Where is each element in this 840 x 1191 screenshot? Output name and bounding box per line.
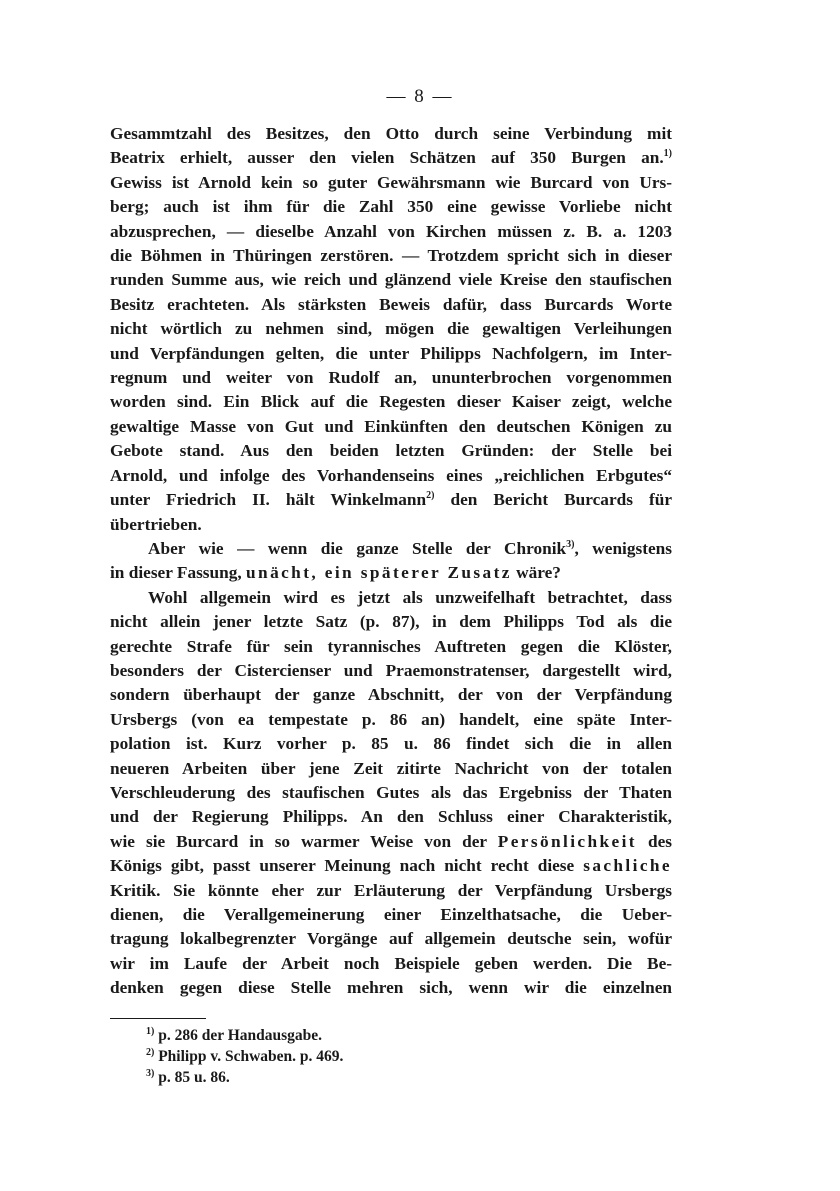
text-line: sondern überhaupt der ganze Abschnitt, der von der Verpfändung [110, 685, 672, 705]
page-number: — 8 — [386, 86, 454, 107]
text-line: und der Regierung Philipps. An den Schluss einer Charakteristik, [110, 807, 672, 827]
footnote-ref: 2) [426, 490, 435, 502]
footnote-mark: 1) [146, 1025, 155, 1037]
footnote: $^{3)}$ p. 85 u. 86. [146, 1067, 230, 1086]
text-line: wir im Laufe der Arbeit noch Beispiele geben werden. Die Be- [110, 953, 672, 973]
text-line: berg; auch ist ihm für die Zahl 350 eine gewisse Vorliebe nicht [110, 197, 672, 217]
text-line: unter Friedrich II. hält Winkelmann$^{2)}$ den Bericht Burcards für [110, 490, 672, 510]
text-line: Königs gibt, passt unserer Meinung nach nicht recht diese sachliche [110, 856, 672, 876]
footnote-ref: 1) [663, 148, 672, 160]
text-line: Gebote stand. Aus den beiden letzten Gründen: der Stelle bei [110, 441, 672, 461]
text-line: Besitz erachteten. Als stärksten Beweis dafür, dass Burcards Worte [110, 294, 672, 314]
text-line: und Verpfändungen gelten, die unter Philipps Nachfolgern, im Inter- [110, 343, 672, 363]
text-line: die Böhmen in Thüringen zerstören. — Trotzdem spricht sich in dieser [110, 246, 672, 266]
text-line: Arnold, und infolge des Vorhandenseins eines „reichlichen Erbgutes“ [110, 465, 672, 485]
text-line: gewaltige Masse von Gut und Einkünften den deutschen Königen zu [110, 416, 672, 436]
text-line: denken gegen diese Stelle mehren sich, wenn wir die einzelnen [110, 978, 672, 998]
footnote-mark: 3) [146, 1067, 155, 1079]
text-line: Ursbergs (von ea tempestate p. 86 an) handelt, eine späte Inter- [110, 709, 672, 729]
text-line: wie sie Burcard in so warmer Weise von der Persönlichkeit des [110, 831, 672, 851]
text-line: neueren Arbeiten über jene Zeit zitirte Nachricht von der totalen [110, 758, 672, 778]
footnotes [146, 1025, 343, 1088]
text-line: polation ist. Kurz vorher p. 85 u. 86 findet sich die in allen [110, 734, 672, 754]
footnote-ref: 3) [566, 539, 575, 551]
text-line: übertrieben. [110, 514, 202, 534]
text-line: gerechte Strafe für sein tyrannisches Auftreten gegen die Klöster, [110, 636, 672, 656]
text-line: Wohl allgemein wird es jetzt als unzweifelhaft betrachtet, dass [148, 587, 672, 607]
text-line: Gesammtzahl des Besitzes, den Otto durch seine Verbindung mit [110, 124, 672, 143]
text-line: tragung lokalbegrenzter Vorgänge auf allgemein deutsche sein, wofür [110, 929, 672, 949]
footnote: $^{2)}$ Philipp v. Schwaben. p. 469. [146, 1046, 344, 1065]
spaced-emphasis: Persönlichkeit [497, 831, 637, 851]
text-line: regnum und weiter von Rudolf an, ununterbrochen vorgenommen [110, 368, 672, 388]
footnote-mark: 2) [146, 1046, 155, 1058]
text-line: worden sind. Ein Blick auf die Regesten dieser Kaiser zeigt, welche [110, 392, 672, 412]
text-line: besonders der Cistercienser und Praemonstratenser, dargestellt wird, [110, 660, 672, 680]
text-line: abzusprechen, — dieselbe Anzahl von Kirchen müssen z. B. a. 1203 [110, 221, 672, 241]
text-line: Aber wie — wenn die ganze Stelle der Chronik$^{3)}$, wenigstens [148, 538, 672, 558]
text-line: Kritik. Sie könnte eher zur Erläuterung der Verpfändung Ursbergs [110, 880, 672, 900]
spaced-emphasis: sachliche [583, 856, 672, 876]
text-line: in dieser Fassung, unächt, ein späterer Zusatz wäre? [110, 563, 561, 583]
text-line: Gewiss ist Arnold kein so guter Gewährsmann wie Burcard von Urs- [110, 172, 672, 192]
spaced-emphasis: unächt, ein späterer Zusatz [246, 563, 512, 583]
footnote-divider [110, 1018, 206, 1019]
body-text [110, 122, 672, 1001]
text-line: nicht wörtlich zu nehmen sind, mögen die gewaltigen Verleihungen [110, 319, 672, 339]
text-line: runden Summe aus, wie reich und glänzend viele Kreise den staufischen [110, 270, 672, 290]
text-line: Verschleuderung des staufischen Gutes als das Ergebniss der Thaten [110, 782, 672, 802]
text-line: nicht allein jener letzte Satz (p. 87), in dem Philipps Tod als die [110, 612, 672, 632]
footnote: $^{1)}$ p. 286 der Handausgabe. [146, 1025, 323, 1044]
text-line: dienen, die Verallgemeinerung einer Einzelthatsache, die Ueber- [110, 905, 672, 924]
text-line: Beatrix erhielt, ausser den vielen Schätzen auf 350 Burgen an.$^{1)}$ [110, 148, 672, 168]
